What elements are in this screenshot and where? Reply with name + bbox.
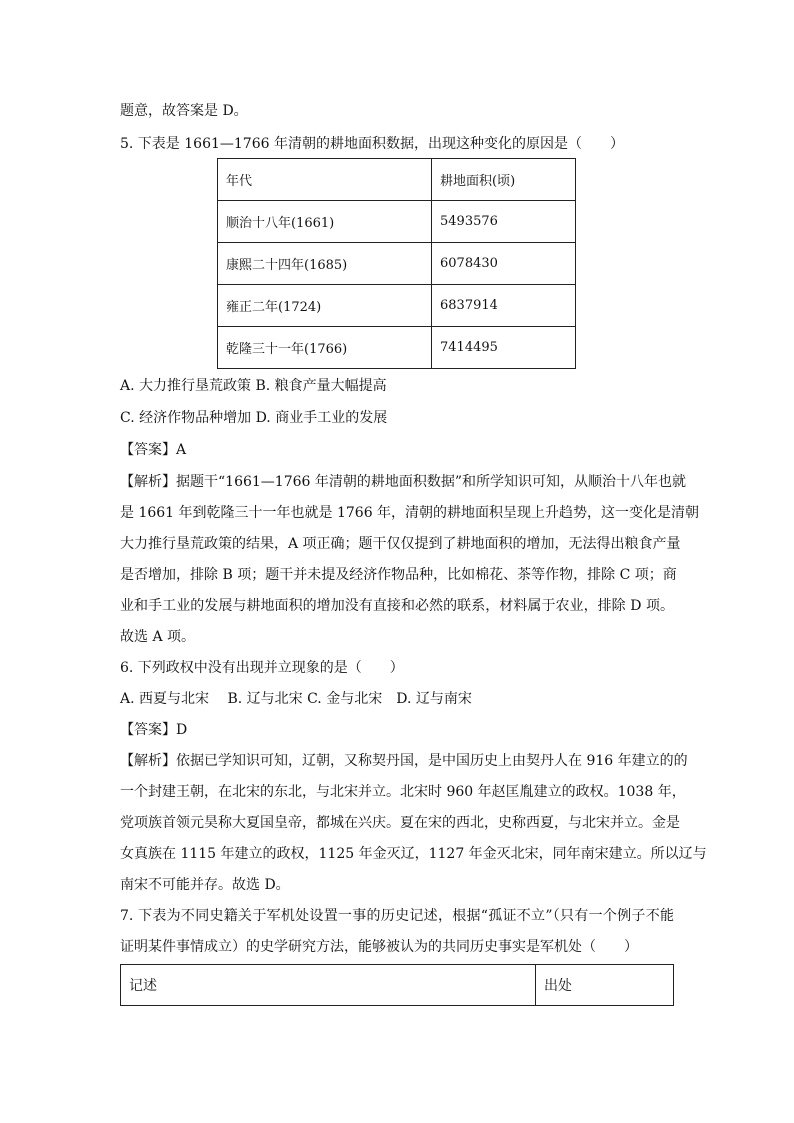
q6-analysis-line: 党项族首领元昊称大夏国皇帝，都城在兴庆。夏在宋的西北，史称西夏，与北宋并立。金是	[120, 815, 680, 831]
q6-analysis-line: 【解析】依据已学知识可知，辽朝，又称契丹国，是中国历史上由契丹人在 916 年建立的的	[120, 753, 688, 769]
q7-stem-line: 证明某件事情成立）的史学研究方法，能够被认为的共同历史事实是军机处（ ）	[120, 939, 638, 955]
q6-analysis-line: 女真族在 1115 年建立的政权，1125 年金灭辽，1127 年金灭北宋，同年南宋建立。所以辽与	[120, 846, 707, 862]
cell-area: 7414495	[432, 327, 576, 369]
cell-year: 雍正二年(1724)	[218, 285, 432, 327]
cell-area: 6078430	[432, 243, 576, 285]
table-row	[218, 243, 576, 285]
q6-analysis-line: 一个封建王朝，在北宋的东北，与北宋并立。北宋时 960 年赵匡胤建立的政权。1038 年，	[120, 784, 686, 800]
cell-area: 6837914	[432, 285, 576, 327]
q6-analysis-line: 南宋不可能并存。故选 D。	[120, 877, 290, 893]
q5-options-ab: A. 大力推行垦荒政策 B. 粮食产量大幅提高	[120, 378, 387, 394]
header-source: 出处	[536, 965, 674, 1006]
table-header-row	[218, 159, 576, 201]
cell-year: 康熙二十四年(1685)	[218, 243, 432, 285]
carryover-line: 题意，故答案是 D。	[120, 103, 248, 119]
q5-analysis-line: 故选 A 项。	[120, 629, 196, 645]
q5-options-cd: C. 经济作物品种增加 D. 商业手工业的发展	[120, 410, 388, 426]
q5-analysis-line: 大力推行垦荒政策的结果，A 项正确；题干仅仅提到了耕地面积的增加，无法得出粮食产量	[120, 536, 681, 552]
table-row	[218, 327, 576, 369]
q5-stem: 5. 下表是 1661—1766 年清朝的耕地面积数据，出现这种变化的原因是（ ）	[120, 136, 624, 152]
cell-year: 乾隆三十一年(1766)	[218, 327, 432, 369]
header-area: 耕地面积(顷)	[432, 159, 576, 201]
q5-answer: 【答案】A	[120, 442, 187, 458]
table-row	[218, 285, 576, 327]
q7-table	[120, 964, 674, 1006]
cell-year: 顺治十八年(1661)	[218, 201, 432, 243]
q5-table	[217, 158, 576, 369]
q6-stem: 6. 下列政权中没有出现并立现象的是（ ）	[120, 660, 404, 676]
q5-analysis-line: 是 1661 年到乾隆三十一年也就是 1766 年，清朝的耕地面积呈现上升趋势，这一变化是清朝	[120, 505, 700, 521]
q6-answer: 【答案】D	[120, 722, 188, 738]
q5-analysis-line: 是否增加，排除 B 项；题干并未提及经济作物品种，比如棉花、茶等作物，排除 C 项；商	[120, 567, 677, 583]
q5-analysis-line: 业和手工业的发展与耕地面积的增加没有直接和必然的联系，材料属于农业，排除 D 项。	[120, 598, 674, 614]
table-header-row	[121, 965, 674, 1006]
table-row	[218, 201, 576, 243]
header-year: 年代	[218, 159, 432, 201]
q5-analysis-line: 【解析】据题干“1661—1766 年清朝的耕地面积数据”和所学知识可知，从顺治十八年也就	[120, 474, 687, 490]
q6-options: A. 西夏与北宋 B. 辽与北宋 C. 金与北宋 D. 辽与南宋	[120, 691, 472, 707]
cell-area: 5493576	[432, 201, 576, 243]
header-record: 记述	[121, 965, 536, 1006]
q7-stem-line: 7. 下表为不同史籍关于军机处设置一事的历史记述，根据“孤证不立”（只有一个例子不能	[120, 908, 674, 924]
